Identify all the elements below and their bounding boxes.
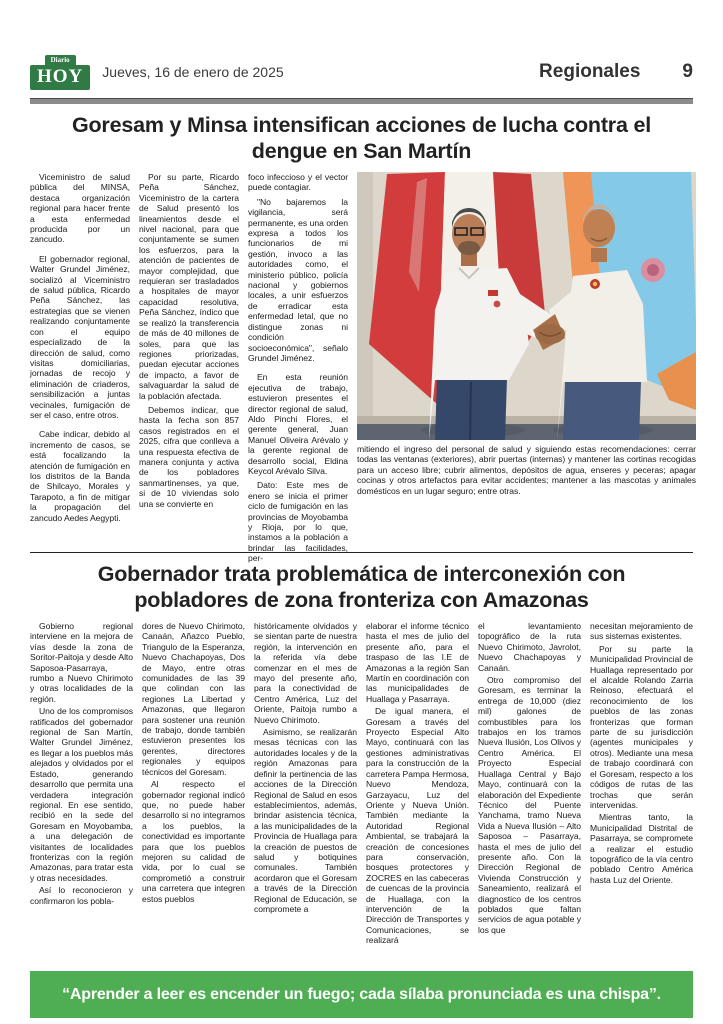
article-column — [139, 172, 239, 550]
quote-banner — [30, 971, 693, 1018]
paragraph: Otro compromiso del Goresam, es terminar la entrega de 10,000 (diez mil) galones de combustibles para los trabajos en los tramos Nueva Ilusión, Los Olivos y Centro América. El Proyecto Especial Huallaga Central y Bajo Mayo, continuará con la elaboración del Expediente Técnico del Puente Yanchama, tramo Nueva Vida a Nueva Ilusión – Alto Saposoa – Pasarraya, hasta el mes de julio del presente año. Con la Dirección Regional de Vivienda Construcción y Saneamiento, realizará el diagnostico de los centros poblados que faltan servicios de agua potable y los que — [478, 675, 581, 935]
paragraph: Asimismo, se realizarán mesas técnicas con las autoridades locales y de la región Amazonas para definir la pertinencia de las acciones de la Dirección Regional de Salud en esos establecimientos, además, brindar asistencia técnica, a las municipalidades de la Provincia de Huallaga para la creación de puestos de salud y botiquines comunales. También acordaron que el Goresam a través de la Dirección Regional de Educación, se compromete a — [254, 727, 357, 914]
paragraph: Dato: Este mes de enero se inicia el primer ciclo de fumigación en las provincias de Moyobamba y Rioja, por lo que, instamos a la población a brindar las facilidades, per- — [248, 480, 348, 564]
photo-illustration — [357, 172, 696, 440]
header-right — [539, 61, 693, 83]
paragraph: En esta reunión ejecutiva de trabajo, estuvieron presentes el director regional de salud, Aldo Pinchi Flores, el gerente general, Juan Manuel Oliveira Arévalo y la gerente regional de desarrollo social, Eldina Keycol Arévalo Silva. — [248, 372, 348, 476]
photo-caption: mitiendo el ingreso del personal de salud y siguiendo estas recomendaciones: cerrar todas las ventanas (exteriores), abrir puertas (internas) y mantener las cortinas recogidas para un acceso libre; cubrir alimentos, depósitos de agua, enseres y peceras; apagar cocinas y otros artefactos para evitar accidentes; mantener a las mascotas y animales domésticos en un lugar seguro; entre otras. — [357, 444, 696, 496]
paragraph: Así lo reconocieron y confirmaron los pobla- — [30, 885, 133, 906]
article-column — [366, 621, 469, 963]
paragraph: De igual manera, el Goresam a través del Proyecto Especial Alto Mayo, continuará con las gestiones administrativas para la construcción de la carretera Pampa Hermosa, Nuevo Mendoza, Garzayacu, Luz del Oriente y Nueva Unión. También mediante la Autoridad Regional Ambiental, se trabajará la creación de concesiones para conservación, bosques protectores y ZOCRES en las cabeceras de cuencas de la provincia de Huallaga, con la intervención de la Dirección de Transportes y Comunicaciones, se realizará — [366, 706, 469, 946]
paragraph: dores de Nuevo Chirimoto, Canaán, Añazco Pueblo, Triangulo de la Esperanza, Nuevo Chachapoyas, Dos de Mayo, entre otras comunidades de las 39 que colindan con las regiones La Libertad y Amazonas, que llegaron para sostener una reunión de trabajo, donde también estuvieron presentes los gerentes, directores regionales y equipos técnicos del Goresam. — [142, 621, 245, 777]
article-column — [142, 621, 245, 963]
article-dengue-body — [30, 172, 696, 564]
page-number: 9 — [682, 61, 693, 82]
paragraph: foco infeccioso y el vector puede contagiar. — [248, 172, 348, 193]
paragraph: "No bajaremos la vigilancia, será permanente, es una orden expresa a todos los funcionarios de mi gestión, invoco a las autoridades como, el ministerio público, policía nacional y gobiernos locales, a unir esfuerzos de erradicar esta enfermedad letal, que no distingue zonas ni condición socioeconómica", señalo Grundel Jiménez. — [248, 196, 348, 363]
photo-officials-handshake — [357, 172, 696, 440]
paragraph: históricamente olvidados y se sientan parte de nuestra región, la intervención en la referida vía debe comenzar en el mes de mayo del presente año, para la conectividad de Centro América, Luz del Oriente, Paitoja rumbo a Nuevo Chirimoto. — [254, 621, 357, 725]
header-rule — [30, 98, 693, 104]
article-column — [254, 621, 357, 963]
quote-banner-text: “Aprender a leer es encender un fuego; cada sílaba pronunciada es una chispa”. — [62, 985, 661, 1003]
paragraph: Debemos indicar, que hasta la fecha son 857 casos registrados en el 2025, cifra que conlleva a una respuesta efectiva de manera conjunta y activa de los pobladores sanmartinenses, ya que, si de 10 viviendas solo una se convierte en — [139, 404, 239, 509]
article-photo-block — [357, 172, 696, 550]
article-column — [30, 621, 133, 963]
logo-hoy-label: HOY — [30, 65, 90, 90]
paragraph: Mientras tanto, la Municipalidad Distrital de Pasarraya, se compromete a realizar el estudio topográfico de la vía centro poblado Centro América hasta Luz del Oriente. — [590, 812, 693, 885]
article-column — [478, 621, 581, 963]
article-separator-rule — [30, 552, 693, 553]
paragraph: el levantamiento topográfico de la ruta Nuevo Chirimoto, Javrolot, Nuevo Chachapoyas y Canaán. — [478, 621, 581, 673]
article-interconexion — [30, 561, 693, 963]
paragraph: Uno de los compromisos ratificados del gobernador regional de San Martín, Walter Grundel Jiménez, es llegar a los pueblos más alejados y olvidados por el Estado, generando desarrollo que permita una verdadera integración regional. En ese sentido, recibió en la sede del Goresam en Moyobamba, a una delegación de visitantes de localidades fronterizas con la región Amazonas, para tratar esta y otras necesidades. — [30, 706, 133, 883]
article-interconexion-body — [30, 621, 693, 963]
article-dengue-title: Goresam y Minsa intensifican acciones de lucha contra el dengue en San Martín — [71, 113, 652, 163]
article-dengue — [30, 112, 696, 564]
article-column — [30, 172, 130, 550]
paragraph: Por su parte, Ricardo Peña Sánchez, Viceministro de la cartera de Salud presentó los lineamientos desde el nivel nacional, para que conjuntamente se sumen los esfuerzos, para la atención de pacientes de mayor complejidad, que requieran ser trasladados a hospitales de mayor capacidad resolutiva, Peña Sánchez, índico que se realizó la transferencia de más de 40 millones de soles, para que las regiones priorizadas, puedan ejecutar acciones de impacto, a favor de salvaguardar la salud de la población afectada. — [139, 172, 239, 401]
page-header — [30, 52, 693, 92]
logo-diario-label: Diario — [45, 55, 76, 65]
paragraph: Al respecto el gobernador regional indicó que, no puede haber desarrollo si no integramos a los pueblos, la conectividad es importante para que los pueblos mejoren su calidad de vida, por lo cual se comprometió a construir una carretera que integren estos pueblos — [142, 779, 245, 904]
paragraph: Gobierno regional interviene en la mejora de vías desde la zona de Soritor-Paitoja y desde Alto Saposoa-Pasarraya, rumbo a Nuevo Chirimoto y otras localidades de la región. — [30, 621, 133, 704]
handshake-icon — [535, 324, 565, 344]
diario-hoy-logo — [30, 55, 90, 90]
paragraph: elaborar el informe técnico hasta el mes de julio del presente año, para el traspaso de las I.E de Amazonas a la región San Martín en coordinación con las municipalidades de Huallaga y Pasarraya. — [366, 621, 469, 704]
article-interconexion-title: Gobernador trata problemática de interconexión con pobladores de zona fronteriza con Amazonas — [97, 562, 626, 612]
section-name: Regionales — [539, 61, 641, 82]
paragraph: Por su parte la Municipalidad Provincial de Huallaga representado por el alcalde Rolando Zarria Reinoso, efectuará el reconocimiento de los pueblos de las zonas fronterizas que forman parte de su jurisdicción (agentes municipales y otros). Mediante una mesa de trabajo coordinará con el Goresam, respecto a los códigos de rutas de las trochas que serán intervenidas. — [590, 643, 693, 810]
paragraph: Cabe indicar, debido al incremento de casos, se está focalizando la atención de fumigación en los distritos de la Banda de Shilcayo, Morales y Tarapoto, a fin de mitigar la propagación del zancudo Aedes Aegypti. — [30, 429, 130, 523]
article-column — [248, 172, 348, 564]
edition-date: Jueves, 16 de enero de 2025 — [102, 64, 284, 80]
paragraph: Viceministro de salud pública del MINSA, destaca organización regional para hacer frente a esta enfermedad producida por un zancudo. — [30, 172, 130, 245]
paragraph: El gobernador regional, Walter Grundel Jiménez, socializó al Viceministro de salud pública, Ricardo Peña Sánchez, las estrategias que se vienen realizando conjuntamente con el equipo especializado de la dirección de salud, como visitas domiciliarias, jornadas de recojo y eliminación de criaderos, sensibilización a juntas vecinales, fumigación de ser el caso, entre otros. — [30, 253, 130, 420]
paragraph: necesitan mejoramiento de sus sistemas existentes. — [590, 621, 693, 642]
article-column — [590, 621, 693, 963]
